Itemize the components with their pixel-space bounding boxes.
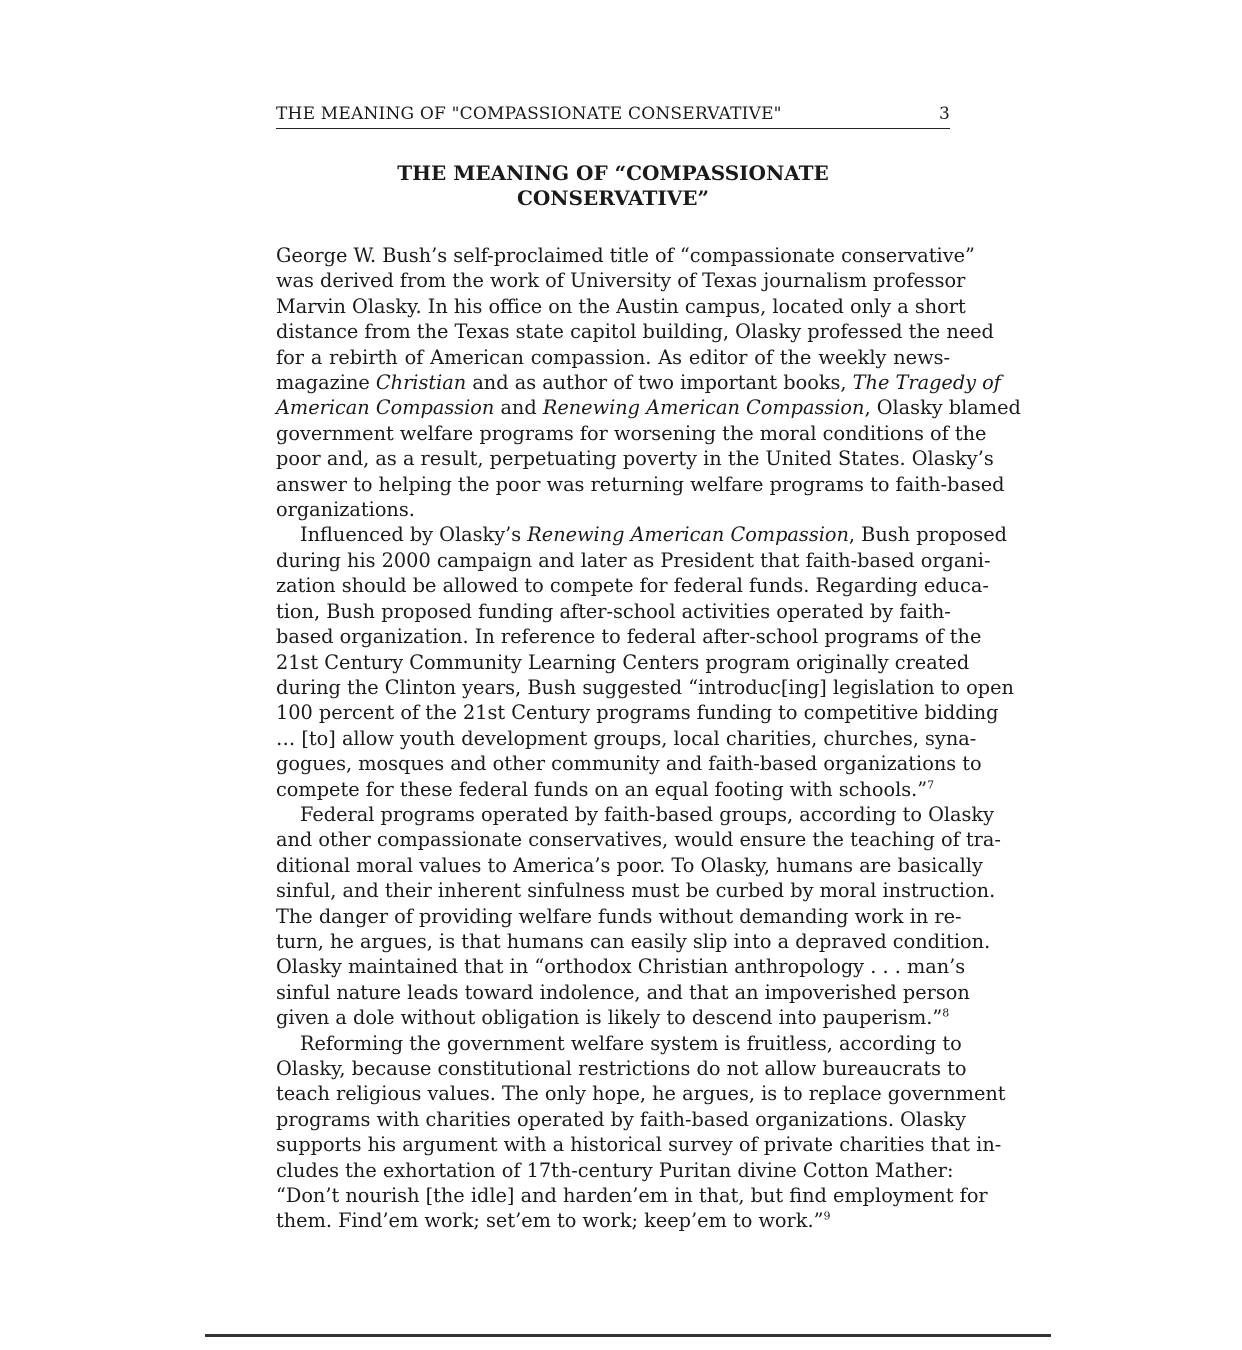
text-line: compete for these federal funds on an equal footing with schools.”$^7$ xyxy=(276,777,935,801)
paragraph xyxy=(276,802,1001,1031)
chapter-title-line-1: THE MEANING OF “COMPASSIONATE xyxy=(397,161,829,185)
running-head-title: THE MEANING OF "COMPASSIONATE CONSERVATIVE" xyxy=(276,104,782,124)
text-line: during the Clinton years, Bush suggested “introduc[ing] legislation to open xyxy=(276,675,1014,699)
text-line: sinful nature leads toward indolence, and that an impoverished person xyxy=(276,980,970,1004)
text-line: tion, Bush proposed funding after-school activities operated by faith- xyxy=(276,599,951,623)
page-number: 3 xyxy=(938,104,950,124)
text-line: Influenced by Olasky’s Renewing American Compassion, Bush proposed xyxy=(300,523,1007,547)
text-line: American Compassion and Renewing American Compassion, Olasky blamed xyxy=(276,396,1021,420)
text-line: government welfare programs for worsening the moral conditions of the xyxy=(276,421,987,445)
paragraph xyxy=(276,243,1021,522)
text-line: Federal programs operated by faith-based groups, according to Olasky xyxy=(300,802,995,826)
text-line: turn, he argues, is that humans can easily slip into a depraved condition. xyxy=(276,929,991,953)
text-line: based organization. In reference to federal after-school programs of the xyxy=(276,625,982,649)
text-line: cludes the exhortation of 17th-century Puritan divine Cotton Mather: xyxy=(276,1158,954,1182)
text-line: magazine Christian and as author of two important books, The Tragedy of xyxy=(276,371,1001,395)
text-line: programs with charities operated by faith-based organizations. Olasky xyxy=(276,1107,967,1131)
text-line: during his 2000 campaign and later as President that faith-based organi- xyxy=(276,548,991,572)
text-line: George W. Bush’s self-proclaimed title of “compassionate conservative” xyxy=(276,244,975,267)
text-line: zation should be allowed to compete for federal funds. Regarding educa- xyxy=(276,574,989,598)
bottom-rule xyxy=(205,1334,1051,1337)
text-line: was derived from the work of University of Texas journalism professor xyxy=(276,269,966,293)
running-head xyxy=(276,102,950,129)
text-line: gogues, mosques and other community and faith-based organizations to xyxy=(276,752,982,776)
text-line: and other compassionate conservatives, would ensure the teaching of tra- xyxy=(276,828,1001,852)
text-line: … [to] allow youth development groups, local charities, churches, syna- xyxy=(276,726,977,750)
italic-title: American Compassion xyxy=(276,396,495,420)
body-text xyxy=(276,243,1021,1234)
text-line: 21st Century Community Learning Centers program originally created xyxy=(276,650,970,674)
footnote-marker: 8 xyxy=(942,1006,950,1020)
italic-title: Renewing American Compassion xyxy=(527,523,849,547)
text-line: answer to helping the poor was returning welfare programs to faith-based xyxy=(276,472,1005,496)
text-line: for a rebirth of American compassion. As editor of the weekly news- xyxy=(276,345,950,369)
text-line: given a dole without obligation is likely to descend into pauperism.”$^8$ xyxy=(276,1006,950,1030)
text-line: Reforming the government welfare system is fruitless, according to xyxy=(300,1031,962,1055)
italic-title: Christian xyxy=(375,371,467,395)
text-line: Marvin Olasky. In his office on the Austin campus, located only a short xyxy=(276,294,966,318)
text-line: distance from the Texas state capitol building, Olasky professed the need xyxy=(276,320,994,344)
footnote-marker: 7 xyxy=(927,778,935,792)
text-line: The danger of providing welfare funds without demanding work in re- xyxy=(276,904,962,928)
text-line: supports his argument with a historical survey of private charities that in- xyxy=(276,1133,1002,1157)
italic-title: The Tragedy of xyxy=(852,371,1001,395)
text-line: poor and, as a result, perpetuating poverty in the United States. Olasky’s xyxy=(276,447,994,471)
text-line: “Don’t nourish [the idle] and harden’em in that, but find employment for xyxy=(276,1184,988,1208)
paragraph xyxy=(276,522,1014,801)
italic-title: Renewing American Compassion xyxy=(542,396,865,420)
text-line: them. Find’em work; set’em to work; keep’em to work.”$^9$ xyxy=(276,1209,831,1233)
text-line: Olasky, because constitutional restrictions do not allow bureaucrats to xyxy=(276,1057,967,1080)
text-line: ditional moral values to America’s poor. To Olasky, humans are basically xyxy=(276,853,983,877)
text-line: teach religious values. The only hope, he argues, is to replace government xyxy=(276,1082,1006,1106)
paragraph xyxy=(276,1031,1006,1234)
footnote-marker: 9 xyxy=(823,1210,831,1224)
text-line: sinful, and their inherent sinfulness must be curbed by moral instruction. xyxy=(276,879,996,903)
text-line: 100 percent of the 21st Century programs funding to competitive bidding xyxy=(276,701,999,725)
chapter-title-line-2: CONSERVATIVE” xyxy=(516,186,710,210)
chapter-title xyxy=(276,161,950,211)
text-line: organizations. xyxy=(276,498,415,522)
text-line: Olasky maintained that in “orthodox Christian anthropology . . . man’s xyxy=(276,955,966,979)
